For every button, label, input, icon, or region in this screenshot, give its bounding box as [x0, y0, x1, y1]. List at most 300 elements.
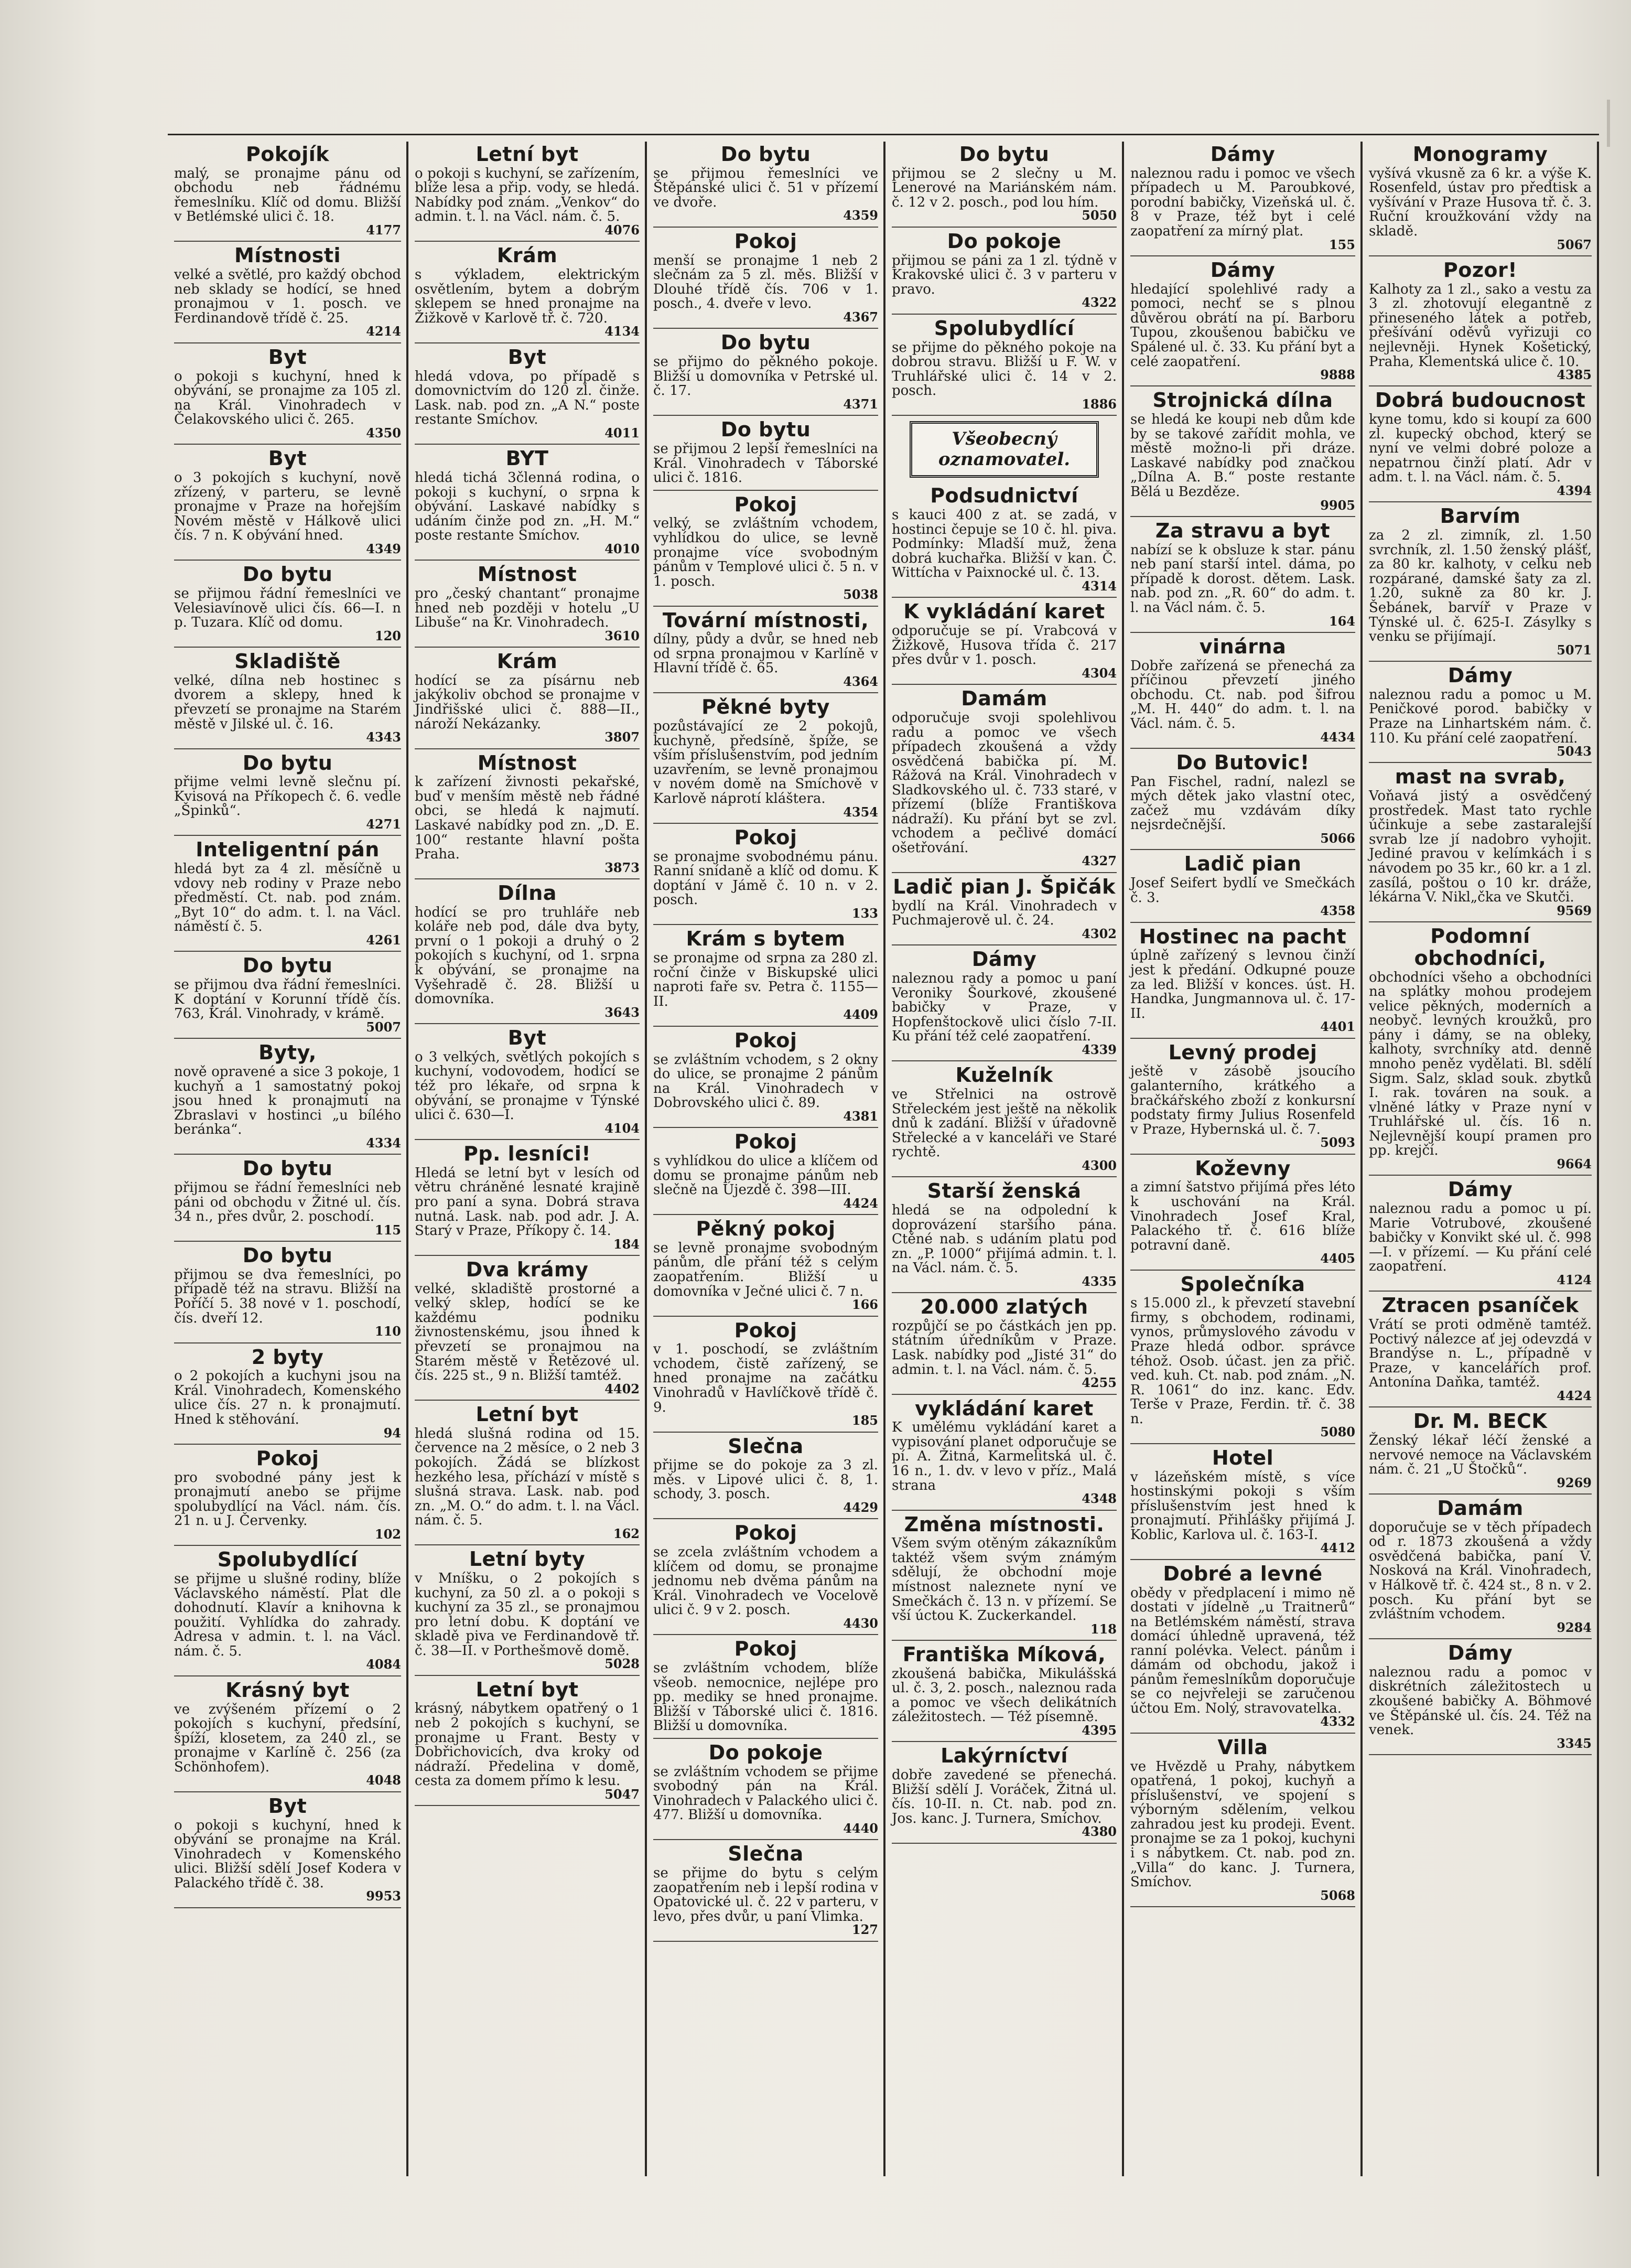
ad-heading: Dámy — [1448, 664, 1513, 687]
classified-ad — [892, 318, 1117, 416]
ad-number: 5028 — [604, 1656, 640, 1672]
ad-number: 5038 — [843, 587, 878, 603]
ad-heading: Místnost — [477, 751, 577, 775]
ad-heading: Lakýrníctví — [941, 1744, 1068, 1768]
ad-text: ve zvýšeném přízemí o 2 pokojích s kuchyní, předsíní, špíží, klosetem, za 240 zl., se pronajme v Karlíně č. 256 (za Schönhofem). — [174, 1701, 401, 1775]
classified-ad — [653, 1218, 878, 1316]
ad-text: přijme velmi levně slečnu pí. Kvisová na Příkopech č. 6. vedle „Špinků“. — [174, 774, 401, 819]
ad-text: Dobře zařízená se přenechá za příčinou převzetí jiného obchodu. Ct. nab. pod šifrou „M. H. 440“ do adm. t. l. na Václ. nám. č. 5. — [1130, 658, 1355, 732]
ad-number: 9569 — [1557, 902, 1592, 918]
classified-ad — [415, 347, 640, 445]
ad-number: 4405 — [1320, 1251, 1355, 1266]
ad-heading: Do bytu — [720, 143, 811, 166]
ad-heading: Františka Míková, — [902, 1643, 1106, 1667]
ad-heading: Starší ženská — [927, 1179, 1082, 1203]
classified-ad — [174, 839, 401, 952]
ad-number: 4402 — [604, 1381, 640, 1396]
ad-heading: Společníka — [1180, 1272, 1305, 1296]
ad-heading: Dobrá budoucnost — [1375, 389, 1586, 412]
ad-number: 3643 — [604, 1004, 640, 1020]
ad-number: 4048 — [366, 1772, 401, 1788]
ad-number: 94 — [383, 1425, 401, 1441]
ad-text: zkoušená babička, Mikulášská ul. č. 3, 2. posch., naleznou rada a pomoc ve všech delikátních záležitostech. — Též písemně. — [892, 1665, 1117, 1725]
classified-ad — [892, 876, 1117, 945]
classified-ad — [174, 245, 401, 343]
classified-ad — [653, 1742, 878, 1840]
classified-ad — [1369, 260, 1592, 387]
classified-ad — [1369, 144, 1592, 256]
ad-heading: vykládání karet — [915, 1396, 1094, 1420]
classified-ad — [892, 1065, 1117, 1177]
ad-heading: Pěkné byty — [701, 695, 830, 719]
ad-heading: Byt — [268, 345, 307, 369]
ad-text: se přijmou dva řádní řemeslníci. K doptání v Korunní třídě čís. 763, Král. Vinohrady, v krámě. — [174, 977, 401, 1022]
ad-text: se přijmou řádní řemeslníci ve Velesiavínově ulici čís. 66—I. n p. Tuzara. Klíč od domu. — [174, 586, 401, 631]
ad-number: 4124 — [1557, 1272, 1592, 1287]
ad-text: s vyhlídkou do ulice a klíčem od domu se pronajme pánům neb slečně na Újezdě č. 398—III. — [653, 1153, 878, 1198]
ad-heading: Hostinec na pacht — [1139, 925, 1347, 948]
ad-number: 4371 — [843, 396, 878, 412]
ad-number: 110 — [374, 1324, 401, 1339]
ad-heading: 2 byty — [251, 1345, 324, 1369]
ad-text: Pan Fischel, radní, nalezl se mých dětek jako vlastní otec, začež mu vzdávám díky nejsrdečnější. — [1130, 773, 1355, 833]
ad-heading: Dobré a levné — [1163, 1562, 1323, 1585]
ad-heading: Pokoj — [734, 1521, 797, 1545]
ad-number: 4409 — [843, 1007, 878, 1023]
ad-heading: Tovární místnosti, — [662, 608, 869, 632]
ad-text: velké, skladiště prostorné a velký sklep, hodící se ke každému podniku živnostenskému, jsou ihned k převzetí se pronajmou na Starém městě v Řetězové ul. čís. 225 st., 9 n. Bližší tamtéž. — [415, 1281, 640, 1384]
ad-number: 4214 — [366, 324, 401, 339]
ad-text: a zimní šatstvo přijímá přes léto k uschování na Král. Vinohradech Josef Kral, Palackého tř. č. 616 blíže potravní daně. — [1130, 1179, 1355, 1253]
ad-text: se zvláštním vchodem, s 2 okny do ulice, se pronajme 2 pánům na Král. Vinohradech v Dobrovského ulici č. 89. — [653, 1051, 878, 1111]
classified-ad — [415, 1549, 640, 1676]
classified-ad — [653, 494, 878, 607]
ad-heading: Do Butovic! — [1176, 750, 1310, 774]
ad-text: v lázeňském místě, s více hostinskými pokoji s vším příslušenstvím jest hned k pronajmutí. Přihlášky přijímá J. Koblic, Karlova ul. č. 163-I. — [1130, 1469, 1355, 1543]
classified-ad — [415, 753, 640, 880]
ad-number: 5080 — [1320, 1424, 1355, 1440]
ad-text: s výkladem, elektrickým osvětlením, bytem a dobrým sklepem se hned pronajme na Žižkově v Karlově tř. č. 720. — [415, 267, 640, 326]
ad-heading: vinárna — [1199, 635, 1287, 658]
classified-ad — [1369, 1295, 1592, 1407]
ad-text: hledající spolehlivé rady a pomoci, nechť se s plnou důvěrou obrátí na pí. Barboru Tupou, zkoušenou babičku ve Spálené ul. č. 33. Ku přání byt a celé zaopatření. — [1130, 281, 1355, 370]
ad-number: 9953 — [366, 1888, 401, 1904]
classified-ad — [415, 651, 640, 749]
ad-heading: Změna místnosti. — [904, 1512, 1105, 1536]
ad-text: se zcela zvláštním vchodem a klíčem od domu, se pronajme jednomu neb dvěma pánům na Král. Vinohradech ve Vocelově ulici č. 9 v 2. posch. — [653, 1544, 878, 1618]
ad-text: se přijmo do pěkného pokoje. Bližší u domovníka v Petrské ul. č. 17. — [653, 354, 878, 399]
classified-ad — [653, 1843, 878, 1941]
ad-heading: Byt — [507, 345, 547, 369]
publisher-stamp: Všeobecný oznamovatel. — [910, 421, 1099, 478]
classified-ad — [653, 231, 878, 329]
classified-ad — [415, 144, 640, 242]
ad-heading: BYT — [505, 447, 549, 470]
ad-heading: Byt — [268, 447, 307, 470]
ad-heading: Villa — [1217, 1735, 1268, 1759]
classified-ad — [892, 1745, 1117, 1843]
ad-heading: Pokoj — [734, 492, 797, 516]
ad-heading: Damám — [961, 687, 1047, 711]
classified-ad — [1130, 1274, 1355, 1444]
classified-ad — [174, 1448, 401, 1546]
ad-number: 4322 — [1082, 295, 1117, 310]
ad-number: 4339 — [1082, 1041, 1117, 1057]
ad-text: přijmou se páni za 1 zl. týdně v Krakovské ulici č. 3 v parteru v pravo. — [892, 252, 1117, 297]
ad-text: o pokoji s kuchyní, hned k obývání se pronajme na Král. Vinohradech v Komenského ulici. Bližší sdělí Josef Kodera v Palackého třídě č. 38. — [174, 1817, 401, 1891]
ad-heading: Letní byt — [476, 143, 579, 166]
ad-heading: K vykládání karet — [903, 600, 1105, 624]
ad-number: 4255 — [1082, 1375, 1117, 1391]
classified-ad — [653, 610, 878, 694]
ad-number: 4381 — [843, 1108, 878, 1124]
classified-ad — [174, 1796, 401, 1908]
ad-heading: Do bytu — [242, 954, 333, 977]
classified-ad — [174, 955, 401, 1039]
classified-ad — [174, 1680, 401, 1792]
classified-ad — [174, 651, 401, 749]
classified-ad — [1369, 506, 1592, 662]
ad-heading: Damám — [1437, 1497, 1524, 1520]
classified-ad — [653, 1131, 878, 1215]
ad-heading: Dámy — [1210, 143, 1276, 166]
ad-number: 4304 — [1082, 665, 1117, 681]
ad-heading: Pokoj — [734, 1637, 797, 1661]
ad-text: se levně pronajme svobodným pánům, dle přání též s celým zaopatřením. Bližší u domovníka v Ječné ulici č. 7 n. — [653, 1240, 878, 1299]
ad-number: 4385 — [1557, 367, 1592, 383]
classified-ad — [1369, 390, 1592, 502]
ad-text: naleznou radu a pomoc u pí. Marie Votrubové, zkoušené babičky v Konvikt ské ul. č. 998—I. v přízemí. — Ku přání celé zaopatření. — [1369, 1201, 1592, 1275]
ad-text: malý, se pronajme pánu od obchodu neb řádnému řemeslníku. Klíč od domu. Bližší v Betlémské ulici č. 18. — [174, 165, 401, 225]
ad-number: 4394 — [1557, 483, 1592, 499]
ad-heading: Pokoj — [734, 229, 797, 253]
classified-ad — [174, 1245, 401, 1343]
ad-number: 4440 — [843, 1820, 878, 1836]
ad-number: 4412 — [1320, 1540, 1355, 1556]
ad-text: o 2 pokojích a kuchyni jsou na Král. Vinohradech, Komenského ulice čís. 27 n. k pronajmutí. Hned k stěhování. — [174, 1368, 401, 1427]
ad-text: s 15.000 zl., k převzetí stavební firmy, s obchodem, rodinami, vynos, průmyslového závodu v Praze hledá odbor. správce téhož. Osob. účast. jen za přič. ved. kuh. Ct. nab. pod znám. „N. R. 1061“ do inz. kanc. Edv. Terše v Praze, Ferdin. tř. č. 38 n. — [1130, 1295, 1355, 1427]
ad-number: 5007 — [366, 1019, 401, 1035]
classified-ad — [892, 485, 1117, 598]
ad-number: 5068 — [1320, 1887, 1355, 1903]
ad-text: s kauci 400 z at. se zadá, v hostinci čepuje se 10 č. hl. piva. Podmínky: Mladší muž, žena dobrá kuchařka. Bližší v kan. Č. Wittícha v Paixnocké ul. č. 13. — [892, 507, 1117, 581]
ad-number: 9664 — [1557, 1156, 1592, 1171]
classified-ad — [653, 928, 878, 1026]
classified-ad — [174, 144, 401, 242]
ad-number: 4434 — [1320, 729, 1355, 745]
ad-number: 3345 — [1557, 1735, 1592, 1751]
ad-text: menší se pronajme 1 neb 2 slečnám za 5 zl. měs. Bližší v Dlouhé třídě čís. 706 v 1. posch., 4. dveře v levo. — [653, 252, 878, 312]
ad-number: 4335 — [1082, 1273, 1117, 1289]
ad-heading: Letní byt — [476, 1403, 579, 1426]
ad-text: kyne tomu, kdo si koupí za 600 zl. kupecký obchod, který se nyní ve velmi dobré poloze a nepatrnou činží platí. Adr v adm. t. l. na Václ. nám. č. 5. — [1369, 412, 1592, 486]
ad-heading: Slečna — [728, 1434, 804, 1458]
ad-number: 102 — [374, 1526, 401, 1542]
ad-heading: Místnost — [477, 563, 577, 586]
ad-text: o 3 pokojích s kuchyní, nově zřízený, v parteru, se levně pronajme v Praze na hořejším Novém městě v Hálkově ulici čís. 7 n. K obývání hned. — [174, 470, 401, 544]
ad-number: 4380 — [1082, 1824, 1117, 1840]
ad-text: v 1. poschodí, se zvláštním vchodem, čistě zařízený, se hned pronajme na začátku Vinohradů v Havlíčkově třídě č. 9. — [653, 1341, 878, 1415]
ad-heading: Dílna — [498, 882, 557, 905]
ad-heading: Podomní obchodníci, — [1414, 925, 1547, 970]
ad-text: bydlí na Král. Vinohradech v Puchmajerově ul. č. 24. — [892, 898, 1117, 929]
ad-heading: Pokoj — [256, 1446, 319, 1470]
ad-heading: Krám s bytem — [686, 927, 846, 951]
classified-ad — [1130, 390, 1355, 517]
ad-text: se zvláštním vchodem se přijme svobodný pán na Král. Vinohradech v Palackého ulici č. 477. Bližší u domovníka. — [653, 1764, 878, 1823]
ad-heading: Do bytu — [720, 418, 811, 442]
ad-heading: Do pokoje — [947, 229, 1062, 253]
ad-text: odporučuje svoji spolehlivou radu a pomoc ve všech případech zkoušená a vždy osvědčená babička pí. M. Rážová na Král. Vinohradech v Sladkovského ul. č. 733 staré, v přízemí (blíže Františkova nádraží). Ku přání byt se zvl. vchodem a pečlivé domácí ošetřování. — [892, 710, 1117, 856]
ad-number: 162 — [613, 1525, 640, 1541]
ad-heading: Do bytu — [242, 1157, 333, 1180]
ad-text: se přijme do bytu s celým zaopatřením neb i lepší rodina v Opatovické ul. č. 22 v parteru, v levo, přes dvůr, u paní Vlimka. — [653, 1865, 878, 1925]
ad-heading: Spolubydlící — [934, 316, 1075, 340]
ad-heading: Byty, — [258, 1041, 317, 1065]
ad-text: přijmou se řádní řemeslníci neb páni od obchodu v Žitné ul. čís. 34 n., přes dvůr, 2. poschodí. — [174, 1180, 401, 1225]
ad-number: 4300 — [1082, 1157, 1117, 1173]
ad-number: 4302 — [1082, 926, 1117, 941]
classified-ad — [415, 1679, 640, 1807]
ad-heading: Pokojík — [245, 143, 330, 166]
ad-text: o 3 velkých, světlých pokojích s kuchyní, vodovodem, hodící se též pro lékaře, od srpna k obývání, se pronajme v Týnské ulici č. 630—I. — [415, 1049, 640, 1123]
ad-text: vyšívá vkusně za 6 kr. a výše K. Rosenfeld, ústav pro předtisk a vyšívání v Praze Husova tř. č. 3. Ruční kroužkování vždy na skladě. — [1369, 165, 1592, 239]
ad-number: 9269 — [1557, 1475, 1592, 1490]
ad-text: nabízí se k obsluze k star. pánu neb paní starší intel. dáma, po případě k dorost. dětem. Lask. nab. pod zn. „R. 60“ do adm. t. l. na Václ nám. č. 5. — [1130, 542, 1355, 616]
ad-heading: Skladiště — [234, 650, 341, 673]
ad-text: se hledá ke koupi neb dům kde by se takové zařídit mohla, ve městě možno-li při dráze. Laskavé nabídky pod značkou „Dílna A. B.“ poste restante Bělá u Bezděze. — [1130, 412, 1355, 500]
ad-text: naleznou radu a pomoc v diskrétních záležitostech u zkoušené babičky A. Böhmové ve Štěpánské ul. čís. 24. Též na venek. — [1369, 1664, 1592, 1738]
classified-ad — [1130, 144, 1355, 256]
ad-number: 1886 — [1082, 396, 1117, 412]
classified-ad — [1130, 1447, 1355, 1560]
classified-ad — [653, 419, 878, 490]
ad-text: dílny, půdy a dvůr, se hned neb od srpna pronajmou v Karlíně v Hlavní třídě č. 65. — [653, 631, 878, 676]
classified-ad — [653, 1436, 878, 1520]
classified-ad — [1369, 766, 1592, 922]
ad-heading: Do bytu — [720, 331, 811, 354]
classified-ad — [653, 827, 878, 925]
ad-text: se pronajme od srpna za 280 zl. roční činže v Biskupské ulici naproti faře sv. Petra č. 1155—II. — [653, 950, 878, 1009]
classified-ad — [892, 1296, 1117, 1394]
ad-number: 4271 — [366, 816, 401, 832]
ad-number: 3610 — [604, 628, 640, 643]
classified-ad — [892, 1398, 1117, 1511]
ad-heading: Inteligentní pán — [196, 838, 380, 862]
classified-ad — [174, 564, 401, 648]
ad-text: odporučuje se pí. Vrabcová v Žižkově, Husova třída č. 217 přes dvůr v 1. posch. — [892, 623, 1117, 668]
ad-number: 4424 — [1557, 1388, 1592, 1403]
classified-ad — [892, 601, 1117, 685]
classified-ad — [1369, 1642, 1592, 1755]
ad-heading: Dámy — [971, 948, 1037, 971]
ad-number: 4334 — [366, 1135, 401, 1151]
classified-ad — [892, 1514, 1117, 1641]
ad-text: o pokoji s kuchyní, hned k obývání, se pronajme za 105 zl. na Král. Vinohradech v Čelakovského ulici č. 265. — [174, 368, 401, 428]
ad-number: 4011 — [604, 425, 640, 440]
ad-text: rozpůjčí se po částkách jen pp. státním úředníkům v Praze. Lask. nabídky pod „Jisté 31“ do admin. t. l. na Václ. nám. č. 5. — [892, 1318, 1117, 1378]
ad-heading: Levný prodej — [1168, 1040, 1317, 1064]
classified-ad — [1130, 853, 1355, 922]
ad-text: pro svobodné pány jest k pronajmutí anebo se přijme spolubydlící na Václ. nám. čís. 21 n. u J. Červenky. — [174, 1469, 401, 1529]
ad-text: naleznou radu i pomoc ve všech případech u M. Paroubkové, porodní babičky, Vizeňská ul. č. 8 v Praze, též byt i celé zaopatření za mírný plat. — [1130, 165, 1355, 239]
ad-heading: Letní byty — [469, 1547, 586, 1571]
ad-number: 166 — [851, 1297, 878, 1313]
ad-number: 9905 — [1320, 497, 1355, 513]
ad-number: 155 — [1328, 237, 1355, 252]
ad-heading: Do bytu — [959, 143, 1050, 166]
classified-ad — [892, 231, 1117, 315]
classified-ad — [1130, 752, 1355, 850]
ad-number: 4429 — [843, 1499, 878, 1515]
ad-heading: Dr. M. BECK — [1413, 1410, 1548, 1433]
classified-ad — [1369, 665, 1592, 763]
ad-number: 4349 — [366, 541, 401, 556]
column-4 — [883, 142, 1122, 2176]
ad-text: se přijme do pěkného pokoje na dobrou stravu. Bližší u F. W. v Truhlářské ulici č. 14 v 2. posch. — [892, 339, 1117, 399]
classified-ad — [1369, 1179, 1592, 1292]
classified-ad — [653, 696, 878, 824]
classified-ad — [892, 688, 1117, 873]
ad-text: ve Hvězdě u Prahy, nábytkem opatřená, 1 pokoj, kuchyň a příslušenství, ve spojení s výborným sdělením, velkou zahradou jest ku prodeji. Event. pronajme se za 1 pokoj, kuchyni i s nábytkem. Ct. nab. pod zn. „Villa“ do kanc. J. Turnera, Smíchov. — [1130, 1758, 1355, 1890]
classified-ad — [174, 1549, 401, 1676]
ad-number: 4395 — [1082, 1723, 1117, 1738]
ad-heading: Dva krámy — [466, 1258, 589, 1282]
classified-ad — [174, 753, 401, 836]
ad-heading: Za stravu a byt — [1155, 519, 1331, 542]
ad-number: 4367 — [843, 309, 878, 325]
ad-text: se přijme u slušné rodiny, blíže Václavského náměstí. Plat dle dohodnutí. Klavír a knihovna k použití. Vyhlídka do zahrady. Adresa v admin. t. l. na Václ. nám. č. 5. — [174, 1571, 401, 1659]
page-edge-mark — [1607, 100, 1610, 147]
classified-ad — [653, 1522, 878, 1635]
ad-text: krásný, nábytkem opatřený o 1 neb 2 pokojích s kuchyní, se pronajme u Frant. Besty v Dobřichovicích, dva kroky od nádraží. Předelina v domě, cesta za domem přímo k lesu. — [415, 1701, 640, 1789]
ad-heading: Dámy — [1448, 1641, 1513, 1665]
ad-heading: Podsudnictví — [930, 484, 1078, 508]
ad-heading: Spolubydlící — [217, 1548, 358, 1572]
ad-number: 4359 — [843, 208, 878, 223]
ad-number: 4076 — [604, 222, 640, 238]
column-5 — [1122, 142, 1360, 2176]
ad-number: 5093 — [1320, 1135, 1355, 1151]
ad-heading: Ladič pian — [1184, 852, 1302, 876]
ad-number: 127 — [851, 1922, 878, 1938]
ad-heading: Místnosti — [234, 244, 341, 267]
ad-heading: Dámy — [1210, 258, 1276, 282]
ad-number: 5050 — [1082, 208, 1117, 223]
ad-heading: Pp. lesníci! — [463, 1142, 591, 1166]
classified-ad — [174, 1042, 401, 1155]
ad-text: hledá vdova, po případě s domovnictvím do 120 zl. činže. Lask. nab. pod zn. „A N.“ poste restante Smíchov. — [415, 368, 640, 428]
ad-number: 4010 — [604, 541, 640, 556]
ad-text: Ženský lékař léčí ženské a nervové nemoce na Václavském nám. č. 21 „U Štočků“. — [1369, 1432, 1592, 1478]
classified-ad — [653, 332, 878, 416]
ad-heading: Barvím — [1440, 504, 1521, 528]
classified-ad — [1130, 520, 1355, 633]
ad-heading: Monogramy — [1412, 143, 1548, 166]
classified-ad — [415, 448, 640, 561]
classified-ad — [892, 1180, 1117, 1293]
ad-heading: Kuželník — [955, 1063, 1053, 1087]
ad-number: 4350 — [366, 425, 401, 440]
ad-heading: Byt — [268, 1794, 307, 1818]
classified-ad — [174, 347, 401, 445]
ad-text: Všem svým otěným zákazníkům taktéž všem svým známým sdělují, že obchodní moje místnost naleznete nyní ve Smečkách č. 13 n. v přízemí. Se vší úctou K. Zuckerkandel. — [892, 1535, 1117, 1624]
ad-text: velké, dílna neb hostinec s dvorem a sklepy, hned k převzetí se pronajme na Starém městě v Jilské ul. č. 16. — [174, 672, 401, 732]
ad-number: 4332 — [1320, 1714, 1355, 1729]
classified-ad — [415, 883, 640, 1024]
ad-text: hodící se za písárnu neb jakýkoliv obchod se pronajme v Jindřišské ulici č. 888—II., nároží Nekázanky. — [415, 672, 640, 732]
ad-number: 4314 — [1082, 578, 1117, 594]
ad-heading: Hotel — [1212, 1446, 1274, 1469]
classified-ad — [653, 1638, 878, 1739]
ad-number: 5067 — [1557, 237, 1592, 252]
ad-text: ve Střelnici na ostrově Střeleckém jest ještě na několik dnů k zadání. Bližší v úřadovně Střelecké a v kanceláři ve Staré rychtě. — [892, 1087, 1117, 1160]
ad-text: hledá slušná rodina od 15. července na 2 měsíce, o 2 neb 3 pokojích. Žádá se blízkost hezkého lesa, příchází v místě s slušná strava. Lask. nab. pod zn. „M. O.“ do adm. t. l. na Václ. nám. č. 5. — [415, 1425, 640, 1529]
ad-heading: Do bytu — [242, 1244, 333, 1267]
header-rule — [168, 134, 1599, 135]
ad-number: 4354 — [843, 804, 878, 820]
ad-number: 184 — [613, 1236, 640, 1252]
ad-heading: Do pokoje — [708, 1740, 823, 1764]
ad-heading: Pokoj — [734, 1028, 797, 1052]
classified-ad — [1130, 1158, 1355, 1271]
ad-text: pro „český chantant“ pronajme hned neb později v hotelu „U Libuše“ na Kr. Vinohradech. — [415, 586, 640, 631]
ad-heading: mast na svrab, — [1395, 765, 1566, 789]
ad-text: přijmou se dva řemeslníci, po případě též na stravu. Bližší na Poříčí 5. 38 nové v 1. poschodí, čís. dveří 12. — [174, 1266, 401, 1326]
ad-heading: Do bytu — [242, 563, 333, 586]
ad-number: 120 — [374, 628, 401, 643]
classified-ad — [415, 1404, 640, 1545]
ad-number: 4261 — [366, 932, 401, 948]
ad-text: dobře zavedené se přenechá. Bližší sdělí J. Voráček, Žitná ul. čís. 10-II. n. Ct. nab. pod zn. Jos. kanc. J. Turnera, Smíchov. — [892, 1767, 1117, 1826]
classified-ad — [653, 1320, 878, 1433]
ad-text: doporučuje se v těch případech od r. 1873 zkoušená a vždy osvědčená babička, paní V. Nosková na Král. Vinohradech, v Hálkově tř. č. 424 st., 8 n. v 2. posch. Ku přání byt se zvláštním vchodem. — [1369, 1519, 1592, 1622]
ad-text: Hledá se letní byt v lesích od větru chráněné lesnaté krajině pro paní a syna. Dobrá strava nutná. Lask. nab. pod adr. J. A. Starý v Praze, Příkopy č. 14. — [415, 1165, 640, 1239]
ad-heading: Letní byt — [476, 1678, 579, 1701]
ad-text: v Mníšku, o 2 pokojích s kuchyní, za 50 zl. a o pokoji s kuchyní za 35 zl., se pronajmou pro letní dobu. K doptání ve skladě piva ve Ferdinandově tř. č. 38—II. v Porthešmově domě. — [415, 1570, 640, 1659]
ad-text: Kalhoty za 1 zl., sako a vestu za 3 zl. zhotovují elegantně z přineseného látek a potřeb, přešívání oděvů vyřizuji co nejlevněji. Hynek Košetický, Praha, Klementská ulice č. 10. — [1369, 281, 1592, 370]
ad-number: 4358 — [1320, 903, 1355, 919]
ad-text: přijme se do pokoje za 3 zl. měs. v Lipové ulici č. 8, 1. schody, 3. posch. — [653, 1457, 878, 1502]
ad-heading: Do bytu — [242, 751, 333, 775]
ad-heading: 20.000 zlatých — [920, 1295, 1088, 1319]
ad-number: 4327 — [1082, 853, 1117, 869]
classified-ad — [1130, 926, 1355, 1039]
classified-ad — [415, 1027, 640, 1140]
ad-heading: Krám — [496, 650, 558, 673]
classified-ad — [174, 1158, 401, 1242]
ad-number: 4364 — [843, 674, 878, 690]
ad-heading: Pokoj — [734, 825, 797, 849]
ad-number: 5047 — [604, 1786, 640, 1802]
classified-ad — [653, 144, 878, 228]
ad-text: Vrátí se proti odměně tamtéž. Poctivý nálezce ať jej odevzdá v Brandýse n. L., případně v Praze, v kancelářích prof. Antonína Daňka, tamtéž. — [1369, 1317, 1592, 1391]
ad-number: 115 — [374, 1222, 401, 1238]
ad-number: 5071 — [1557, 642, 1592, 658]
classified-ad — [174, 448, 401, 561]
ad-text: Josef Seifert bydlí ve Smečkách č. 3. — [1130, 875, 1355, 906]
classified-ad — [892, 144, 1117, 228]
ad-heading: Strojnická dílna — [1152, 389, 1333, 412]
classified-ad — [892, 949, 1117, 1061]
ad-number: 3807 — [604, 729, 640, 745]
ad-text: ještě v zásobě jsoucího galanterního, krátkého a bračkářského zboží z konkursní podstaty firmy Julius Rosenfeld v Praze, Hybernská ul. č. 7. — [1130, 1063, 1355, 1137]
ad-heading: Byt — [507, 1026, 547, 1050]
ad-heading: Pozor! — [1443, 258, 1518, 282]
ad-heading: Slečna — [728, 1842, 804, 1866]
ad-text: přijmou se 2 slečny u M. Lenerové na Mariánském nám. č. 12 v 2. posch., pod lou hím. — [892, 165, 1117, 210]
column-6 — [1360, 142, 1599, 2176]
